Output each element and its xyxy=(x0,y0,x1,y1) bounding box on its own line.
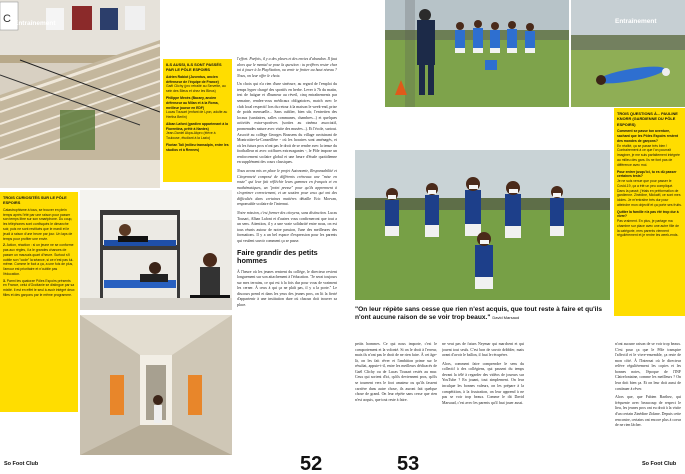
alumni-text: Jean-Daniel Akpa-Akpro (élève à Toulouse, étudiant à la Lazio) xyxy=(166,131,216,141)
answer-text: Pas vraiment. En plus, je partage ma chambre sur place avec une autre fille de la catégorie, mes parents viennent régulièrement et je rentre les week-ends. xyxy=(617,219,680,238)
photo-corridor xyxy=(80,315,232,455)
question-text: Pour entrer jusqu'ici, tu es dû passer certaines tests? xyxy=(617,169,677,179)
section-heading: Faire grandir des petits hommes xyxy=(237,247,318,265)
photo-tag: Entraînement xyxy=(615,18,657,25)
question-text: Comment se passe ton aventure, sachant que les Pôles Espoirs restent des mondes de garçons? xyxy=(617,129,679,143)
article-paragraph: Lucas Tousart, Alban Lafont et d'autres vous confirmeront que tout a un sens. Attention, il y a une vraie solidarité entre nous, on est tous réunis autour de notre passion, l'une des meilleures des formations. Il y a un bel espace d'expression pour les parents qui veulent savoir comment ça se passe. xyxy=(237,211,337,243)
article-paragraph: À l'heure où les jeunes rentrent du collège, le directeur revient longuement sur son attachement à l'éducation. "Je serai toujours sur mes terrains, ce qui est à la fois dur pour vous de vraiment les cerner. À ceux à qui ça ne plaît pas, il y a la porte." Le discours prend et dans les yeux des jeunes pros, on lit la fierté d'appartenir à une institution dure où chacun doit trouver sa place. xyxy=(237,269,337,307)
article-paragraph: détaille Eric Morvan, responsable scolaire de l'internat. xyxy=(237,196,337,207)
photo-tag: Entraînement xyxy=(14,20,56,27)
question-item xyxy=(617,210,682,239)
staircase-illustration xyxy=(0,0,160,188)
page-left xyxy=(0,0,342,474)
article-paragraph: ne veut pas de futurs Neymar qui marchent et qui jouent tout seuls. C'est bon de savoir dribbler, mais avant d'avoir le ballon, il faut le récupérer. xyxy=(442,342,524,358)
pull-quote xyxy=(355,306,610,322)
training-coach-illustration xyxy=(385,0,569,107)
curiosity-text: Parmi les quatorze Pôles Espoirs présents en France, celui d'Occitanie se distingue par sa mixité. Il est en effet le seul à avoir intégré deux filles et des garçons par le même programme. xyxy=(3,278,75,297)
article-column xyxy=(237,57,337,452)
alumni-name: Alban Lafont (gardien appartenant à la Fiorentina, prêté à Nantes) xyxy=(166,121,228,131)
alumni-name: Florian Tali (milieu transalpin, entre les studios et à Rennes) xyxy=(166,142,229,152)
article-paragraph: Alors que, que Fabien Barthez, qui fréquente avec beaucoup de respect le lieu, les jeunes pros ont eu droit à la visite d'un certain Zinédine Zidane. Depuis cette rencontre, certains ont encore plus à coeur de ne rien lâcher. xyxy=(615,395,681,428)
article-paragraph: Nous avons mis en place le projet Autonomie, Responsabilité et Citoyenneté composé de différents créneaux une "mise en route" qui leur fait réfléchir leurs gammes en français et en mathématiques, un "point presse" pour qu'ils apprennent à s'exprimer correctement, et un soutien pour ceux qui ont des difficultés dans certaines matières xyxy=(237,168,337,201)
alumni-item xyxy=(166,143,229,153)
pull-quote-text: "On leur répète sans cesse que rien n'est acquis, que tout reste à faire et qu'ils n'ont aucune raison de se voir trop beaux." xyxy=(355,306,603,322)
photo-players-training xyxy=(355,150,610,300)
footer-left: So Foot Club xyxy=(4,461,39,467)
photo-staircase xyxy=(0,0,160,188)
alumni-text: Lucas Tousart (enfant de Lyon, adulte au Hertha Berlin) xyxy=(166,110,228,120)
alumni-box xyxy=(163,59,232,182)
question-item xyxy=(617,129,682,167)
photo-goalkeeper xyxy=(571,0,685,107)
alumni-item xyxy=(166,96,229,120)
curiosity-number: 3. xyxy=(3,278,6,283)
svg-text:C: C xyxy=(3,13,11,25)
article-column xyxy=(615,342,681,454)
dormitory-illustration xyxy=(80,190,232,310)
alumni-name: Adrien Rabiot (Juventus, ancien défenseur de l'équipe de France) xyxy=(166,74,219,84)
alumni-text: Gaël Clichy (pro retraité au Servette, au sein des Bleus et chez les Bleus) xyxy=(166,84,226,94)
curiosities-box xyxy=(0,192,78,412)
question-text: Quitter la famille n'a pas été trop dur à vivre? xyxy=(617,209,679,219)
players-training-illustration xyxy=(355,150,610,300)
footer-right: So Foot Club xyxy=(642,461,677,467)
article-column xyxy=(442,342,524,454)
curiosity-item xyxy=(3,208,75,241)
photo-training-coach xyxy=(385,0,569,107)
curiosity-item xyxy=(3,279,75,298)
questions-box-title: TROIS QUESTIONS À... PAULINE KNORR (GARDIENNE DU PÔLE ESPOIRS) xyxy=(617,111,678,127)
questions-box xyxy=(614,108,685,316)
article-column xyxy=(355,342,437,454)
pull-quote-credit: David Marsaud xyxy=(492,315,520,321)
curiosities-box-title: TROIS CURIOSITÉS SUR LE PÔLE ESPOIRS xyxy=(3,195,67,206)
corridor-illustration xyxy=(80,315,232,455)
article-paragraph: petits hommes. Ce qui nous importe, c'est le comportement et la volonté. Si on le droit à l'erreur, mais ils n'ont pas le droit de ne rien faire. À cet âge-là, on les fait rêver et l'ambition prime sur le résultat, appuie-t-il, entre les meilleurs dédicacés de Gaël Clichy ou de Lucas Tousart restés au mur. Ceux qui sortent d'ici, qu'ils deviennent pros, qu'ils se tournent vers le foot amateur ou qu'ils fassent carrière dans autre chose, ils auront fait quelque chose de grand. On leur répète sans cesse que rien n'est acquis, que tout reste à faire. xyxy=(355,342,437,402)
curiosity-text: Catastrophisme à tous, se trouver en plein temps après l'été par une raison pour passer son temps libre sur son smartphone. Du coup, les téléphones sont confisqués le dimanche soir, puis ne sont restitués que le mardi et le jeudi à raison d'une heure par jour. Un laps de temps pour profiter une envie. xyxy=(3,207,73,241)
curiosity-item xyxy=(3,243,75,276)
page-number-right: 53 xyxy=(397,453,420,474)
article-paragraph: n'ont aucune raison de se voir trop beaux. C'est pour ça que le Pôle transpire l'affectif et le vivre-ensemble, ça reste de mon côté. À l'Internat où le directeur relève régulièrement les copies et les bonnes notes, l'époque de l'INF Clairefontaine, comme les meilleurs ? On leur doit bien ça. Et on leur doit aussi de continuer à rêver. xyxy=(615,342,681,391)
page-right xyxy=(342,0,685,474)
article-paragraph: l'effort. Parfois, il y a des pleurs et des envies d'abandon. Il faut alors que le mental se pose la question : tu préfères rester chez toi à jouer à la PlayStation, ou venir te frotter au haut niveau ? Nous, on leur offre le choix. xyxy=(237,57,337,78)
page-number-left: 52 xyxy=(300,453,323,474)
answer-text: En réalité, ça se passe très bien ! Contrairement à ce que l'on pourrait imaginer, je me suis parfaitement intégrée au milieu des gars. Ils ne font pas de différence avec moi. xyxy=(617,143,680,167)
alumni-item xyxy=(166,75,229,94)
photo-dormitory xyxy=(80,190,232,310)
article-paragraph: Alors, comment faire comprendre le sens du collectif à des collégiens, qui passent du temps devant la télé à regarder des vidéos de joueurs sur YouTube ? En jouant, tout simplement. On leur inculque les bonnes valeurs, on les prépare à la compétition, à la frustration, on leur apprend à ne pas se voir trop beaux. Comme le dit David Marsaud, c'est avec les parents qu'il faut jouer aussi. xyxy=(442,361,524,405)
alumni-box-title: ILS AUSSI, ILS SONT PASSÉS PAR LE PÔLE ESPOIRS xyxy=(166,62,222,73)
alumni-item xyxy=(166,122,229,141)
goalkeeper-illustration xyxy=(571,0,685,107)
article-paragraph: Un choix qui n'a rien d'une sinécure, au regard de l'emploi du temps hyper chargé des sportifs en herbe. Lever à 7h du matin, test de fatigue et d'humeur au réveil, cinq entraînements par semaine, rendez-vous médicaux obligatoires, match avec le club local respectif lors du retour à la maison le week-end, prise de poids mensuelle... Sans oublier, bien sûr, l'entretien des locaux (sanitaires, salles communes, chambres...) et quelques activités extra-sportives (sorties au cinéma associatif, promenades nature avec visite des musées...). Et l'école, surtout. Associé au collège Georges Brassens du village avoisinant de Montrottier-la-Conseillère - où les horaires sont aménagés, et où les futurs pros n'ont pas le droit de se rendre avec la tenue du footballeur ni avec coiffures extravagantes -, le Pôle impose un renforcement scolaire global et une heure d'étude quotidienne en supplément des cours classiques. xyxy=(237,82,337,165)
alumni-name: Philippe Mexès (Bacary, ancien défenseur au Milan et à la Roma, meilleur joueur en EDF) xyxy=(166,96,219,110)
question-item xyxy=(617,170,682,208)
article-paragraph: Notre mission, c'est former des citoyens, sans distinction. xyxy=(237,211,327,216)
answer-text: Je ne suis venue que pour passer le Covid-19, ça a été un peu compliqué. Dans la passé, j'étais en préformation de gardienne. Zinédine, Mickaël, ce sont mes idoles. Je m'entraîne très dur pour atteindre mon objectif et ça porte ses fruits. xyxy=(617,179,682,207)
curiosity-text: Action, réaction : si un jeune ne se conforme pas aux règles, il a le grandes chances de passer un mauvais quart d'heure. Surtout s'il oublie son "code" la séance, si ce n'est pas lui-même. Comme le foot a ça, a une fois de plus, l'amour est prioritaire et n'oublie pas l'éducation. xyxy=(3,243,74,276)
curiosity-number: 2. xyxy=(3,243,6,248)
